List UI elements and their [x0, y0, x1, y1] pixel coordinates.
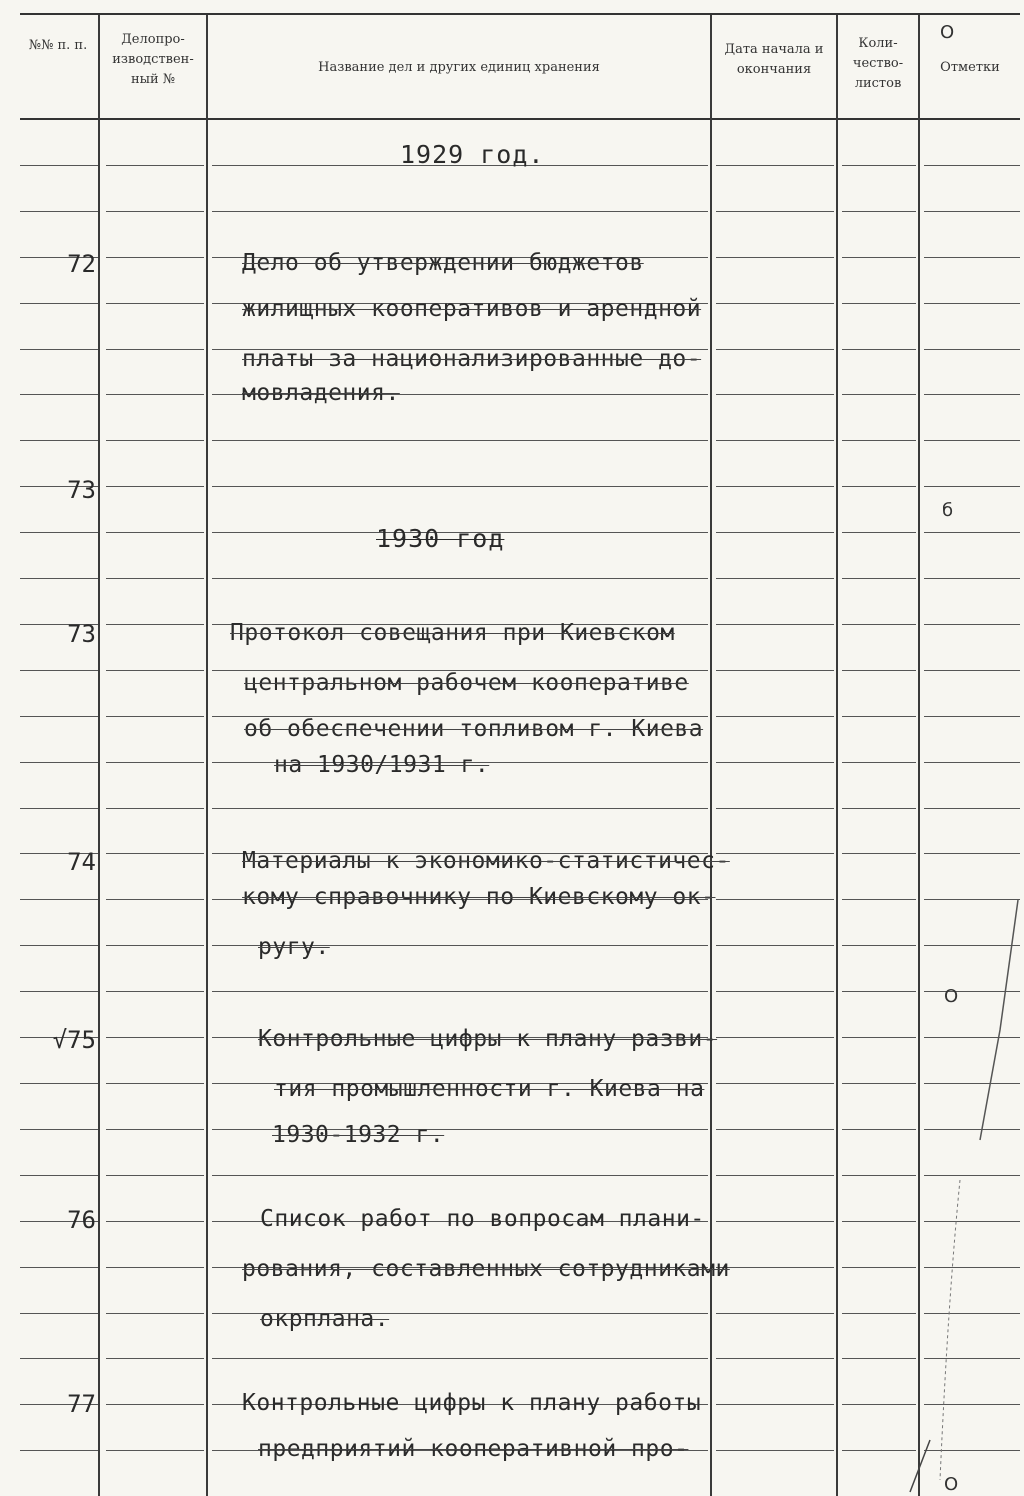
ruled-line — [842, 670, 916, 671]
ruled-line — [716, 1037, 834, 1038]
ruled-line — [106, 808, 204, 809]
entry-number: 77 — [67, 1390, 96, 1418]
ruled-line — [20, 670, 98, 671]
entry-number: 72 — [67, 250, 96, 278]
ruled-line — [716, 1129, 834, 1130]
ruled-line — [716, 257, 834, 258]
ruled-line — [716, 624, 834, 625]
ruled-line — [924, 670, 1020, 671]
ruled-line — [106, 899, 204, 900]
header-title: Название дел и других единиц хранения — [318, 60, 600, 75]
ruled-line — [20, 808, 98, 809]
ruled-line — [716, 945, 834, 946]
ruled-line — [716, 716, 834, 717]
ruled-line — [716, 349, 834, 350]
header-bottom-border — [20, 118, 1020, 120]
mark-circle: O — [940, 22, 955, 43]
entry-text-line: 1930-1932 г. — [272, 1122, 445, 1148]
ruled-line — [716, 440, 834, 441]
entry-text-line: Список работ по вопросам плани- — [260, 1206, 705, 1232]
ruled-line — [842, 165, 916, 166]
ruled-line — [716, 1404, 834, 1405]
ruled-line — [106, 211, 204, 212]
ruled-line — [842, 532, 916, 533]
ruled-line — [924, 853, 1020, 854]
ruled-line — [842, 486, 916, 487]
ruled-line — [924, 165, 1020, 166]
ruled-line — [106, 394, 204, 395]
column-divider — [98, 15, 100, 1496]
ruled-line — [106, 1450, 204, 1451]
ruled-line — [212, 578, 708, 579]
entry-text-line: центральном рабочем кооперативе — [244, 670, 689, 696]
entry-text-line: мовладения. — [242, 380, 400, 406]
top-border — [20, 13, 1020, 15]
ruled-line — [20, 165, 98, 166]
entry-text-line: Контрольные цифры к плану разви- — [258, 1026, 718, 1052]
ruled-line — [716, 1083, 834, 1084]
ruled-line — [842, 349, 916, 350]
ruled-line — [106, 578, 204, 579]
ruled-line — [924, 762, 1020, 763]
year-heading-1929: 1929 год. — [400, 140, 545, 169]
ruled-line — [106, 1404, 204, 1405]
mark-circle: O — [944, 986, 959, 1007]
ruled-line — [924, 532, 1020, 533]
entry-text-line: предприятий кооперативной про- — [258, 1436, 689, 1462]
ruled-line — [106, 486, 204, 487]
ruled-line — [924, 440, 1020, 441]
header-dates: Дата начала и окончания — [724, 42, 824, 77]
ruled-line — [20, 716, 98, 717]
ruled-line — [106, 1267, 204, 1268]
ruled-line — [106, 1037, 204, 1038]
ruled-line — [106, 853, 204, 854]
entry-number: √75 — [52, 1026, 96, 1054]
column-divider — [836, 15, 838, 1496]
ruled-line — [716, 808, 834, 809]
entry-text-line: кому справочнику по Киевскому ок- — [242, 884, 716, 910]
entry-text-line: Контрольные цифры к плану работы — [242, 1390, 702, 1416]
ruled-line — [716, 394, 834, 395]
ruled-line — [106, 762, 204, 763]
entry-text-line: жилищных кооперативов и арендной — [242, 296, 702, 322]
ruled-line — [20, 211, 98, 212]
ruled-line — [20, 578, 98, 579]
ruled-line — [924, 349, 1020, 350]
ruled-line — [716, 532, 834, 533]
ruled-line — [212, 808, 708, 809]
header-marks: Отметки — [940, 60, 1000, 75]
ruled-line — [842, 853, 916, 854]
ruled-line — [716, 165, 834, 166]
ruled-line — [20, 1267, 98, 1268]
ruled-line — [20, 1450, 98, 1451]
header-sheets: Коли-чество-листов — [852, 36, 904, 91]
ruled-line — [212, 1358, 708, 1359]
ruled-line — [20, 349, 98, 350]
entry-text-line: тия промышленности г. Киева на — [274, 1076, 705, 1102]
entry-number: 73 — [67, 620, 96, 648]
ruled-line — [842, 303, 916, 304]
ruled-line — [716, 1267, 834, 1268]
ruled-line — [106, 716, 204, 717]
entry-text-line: Материалы к экономико-статистичес- — [242, 848, 730, 874]
ruled-line — [212, 1175, 708, 1176]
ruled-line — [212, 991, 708, 992]
ruled-line — [106, 1083, 204, 1084]
ruled-line — [924, 808, 1020, 809]
ruled-line — [842, 394, 916, 395]
ruled-line — [716, 762, 834, 763]
ruled-line — [106, 670, 204, 671]
ruled-line — [20, 1083, 98, 1084]
ruled-line — [106, 532, 204, 533]
ruled-line — [20, 394, 98, 395]
ruled-line — [924, 624, 1020, 625]
entry-number: 74 — [67, 848, 96, 876]
ruled-line — [716, 899, 834, 900]
ruled-line — [842, 211, 916, 212]
ruled-line — [842, 808, 916, 809]
ruled-line — [212, 486, 708, 487]
ruled-line — [106, 303, 204, 304]
ruled-line — [924, 303, 1020, 304]
ruled-line — [106, 1313, 204, 1314]
entry-text-line: об обеспечении топливом г. Киева — [244, 716, 704, 742]
ruled-line — [212, 211, 708, 212]
ruled-line — [20, 532, 98, 533]
ruled-line — [924, 257, 1020, 258]
ruled-line — [106, 1221, 204, 1222]
ruled-line — [842, 440, 916, 441]
ruled-line — [716, 211, 834, 212]
ruled-line — [20, 945, 98, 946]
entry-text-line: рования, составленных сотрудниками — [242, 1256, 730, 1282]
ruled-line — [106, 1175, 204, 1176]
header-office-num: Делопро-изводствен-ный № — [112, 32, 194, 87]
ruled-line — [716, 1358, 834, 1359]
ruled-line — [20, 1175, 98, 1176]
ruled-line — [20, 1313, 98, 1314]
ruled-line — [106, 1129, 204, 1130]
mark-letter: б — [942, 500, 954, 521]
ruled-line — [212, 440, 708, 441]
ruled-line — [842, 762, 916, 763]
column-divider — [206, 15, 208, 1496]
ruled-line — [106, 991, 204, 992]
ruled-line — [20, 303, 98, 304]
ruled-line — [716, 1450, 834, 1451]
ruled-line — [20, 762, 98, 763]
ruled-line — [924, 211, 1020, 212]
pencil-strokes — [900, 880, 1024, 1496]
entry-text-line: ругу. — [258, 934, 330, 960]
entry-text-line: окрплана. — [260, 1306, 390, 1332]
ruled-line — [716, 303, 834, 304]
ruled-line — [924, 394, 1020, 395]
ruled-line — [716, 1175, 834, 1176]
entry-number: 76 — [67, 1206, 96, 1234]
entry-text-line: Дело об утверждении бюджетов — [242, 250, 644, 276]
ruled-line — [20, 440, 98, 441]
ruled-line — [106, 440, 204, 441]
ruled-line — [842, 624, 916, 625]
entry-number: 73 — [67, 476, 96, 504]
ruled-line — [106, 624, 204, 625]
ruled-line — [106, 945, 204, 946]
entry-text-line: платы за национализированные до- — [242, 346, 702, 372]
ruled-line — [716, 578, 834, 579]
ruled-line — [716, 486, 834, 487]
ruled-line — [842, 257, 916, 258]
ruled-line — [106, 165, 204, 166]
ruled-line — [716, 1313, 834, 1314]
ruled-line — [716, 1221, 834, 1222]
year-heading-1930: 1930 год — [376, 524, 505, 553]
ruled-line — [924, 578, 1020, 579]
ruled-line — [20, 1129, 98, 1130]
ruled-line — [106, 1358, 204, 1359]
ruled-line — [924, 716, 1020, 717]
header-num: №№ п. п. — [28, 38, 88, 53]
mark-circle: O — [944, 1474, 959, 1495]
ruled-line — [716, 991, 834, 992]
ruled-line — [106, 349, 204, 350]
ruled-line — [842, 716, 916, 717]
ruled-line — [106, 257, 204, 258]
ruled-line — [20, 1358, 98, 1359]
ruled-line — [20, 991, 98, 992]
ruled-line — [842, 578, 916, 579]
ruled-line — [924, 486, 1020, 487]
entry-text-line: Протокол совещания при Киевском — [230, 620, 675, 646]
ruled-line — [716, 670, 834, 671]
ruled-line — [716, 853, 834, 854]
entry-text-line: на 1930/1931 г. — [274, 752, 490, 778]
ruled-line — [20, 899, 98, 900]
